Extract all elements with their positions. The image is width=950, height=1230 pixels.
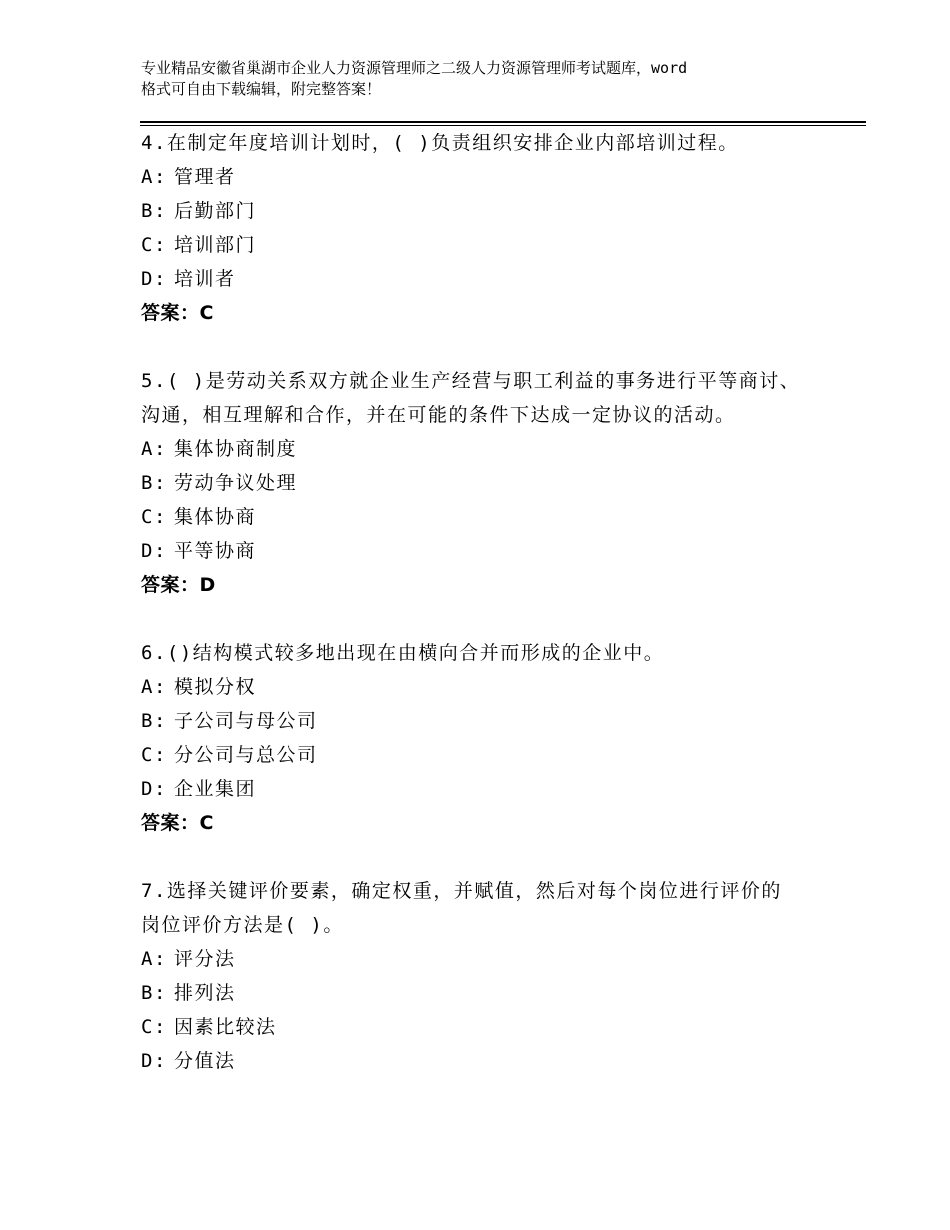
answer-line: 答案：C	[141, 302, 214, 324]
option-text: 劳动争议处理	[174, 472, 298, 494]
option-b	[141, 704, 801, 738]
question-7	[141, 874, 801, 1078]
option-text: 评分法	[174, 948, 236, 970]
option-text: 子公司与母公司	[174, 710, 318, 732]
option-d	[141, 262, 801, 296]
option-letter: A:	[141, 166, 167, 188]
option-letter: C:	[141, 744, 167, 766]
question-stem: 6.()结构模式较多地出现在由横向合并而形成的企业中。	[141, 642, 665, 664]
option-letter: C:	[141, 1016, 167, 1038]
option-letter: C:	[141, 506, 167, 528]
option-letter: D:	[141, 540, 167, 562]
document-header	[141, 58, 831, 100]
header-divider-thick	[140, 121, 866, 123]
option-text: 集体协商制度	[174, 438, 298, 460]
option-letter: A:	[141, 948, 167, 970]
option-text: 分值法	[174, 1050, 236, 1072]
question-5	[141, 364, 801, 602]
option-letter: B:	[141, 200, 167, 222]
question-stem: 4.在制定年度培训计划时，( )负责组织安排企业内部培训过程。	[141, 132, 739, 154]
option-c	[141, 1010, 801, 1044]
option-text: 管理者	[174, 166, 236, 188]
option-d	[141, 534, 801, 568]
answer-line: 答案：C	[141, 812, 214, 834]
option-text: 培训者	[174, 268, 236, 290]
option-text: 平等协商	[174, 540, 257, 562]
question-list	[141, 126, 801, 1078]
option-d	[141, 772, 801, 806]
option-text: 排列法	[174, 982, 236, 1004]
question-stem: 7.选择关键评价要素，确定权重，并赋值，然后对每个岗位进行评价的岗位评价方法是( )。	[141, 880, 782, 936]
option-text: 分公司与总公司	[174, 744, 318, 766]
option-letter: B:	[141, 982, 167, 1004]
option-b	[141, 466, 801, 500]
question-6	[141, 636, 801, 840]
option-a	[141, 432, 801, 466]
option-text: 模拟分权	[174, 676, 257, 698]
option-a	[141, 670, 801, 704]
option-b	[141, 194, 801, 228]
option-letter: D:	[141, 778, 167, 800]
option-text: 集体协商	[174, 506, 257, 528]
question-4	[141, 126, 801, 330]
header-line-1: 专业精品安徽省巢湖市企业人力资源管理师之二级人力资源管理师考试题库，word	[141, 59, 688, 77]
option-letter: D:	[141, 268, 167, 290]
option-letter: B:	[141, 710, 167, 732]
option-text: 培训部门	[174, 234, 257, 256]
option-d	[141, 1044, 801, 1078]
answer-line: 答案：D	[141, 574, 216, 596]
option-text: 因素比较法	[174, 1016, 277, 1038]
option-a	[141, 942, 801, 976]
option-text: 企业集团	[174, 778, 257, 800]
option-letter: C:	[141, 234, 167, 256]
option-c	[141, 738, 801, 772]
option-letter: B:	[141, 472, 167, 494]
option-letter: A:	[141, 438, 167, 460]
header-line-2: 格式可自由下载编辑，附完整答案！	[141, 80, 382, 98]
option-letter: A:	[141, 676, 167, 698]
option-b	[141, 976, 801, 1010]
option-c	[141, 500, 801, 534]
option-letter: D:	[141, 1050, 167, 1072]
option-a	[141, 160, 801, 194]
option-text: 后勤部门	[174, 200, 257, 222]
question-stem: 5.( )是劳动关系双方就企业生产经营与职工利益的事务进行平等商讨、沟通，相互理解和合作，并在可能的条件下达成一定协议的活动。	[141, 370, 801, 426]
option-c	[141, 228, 801, 262]
